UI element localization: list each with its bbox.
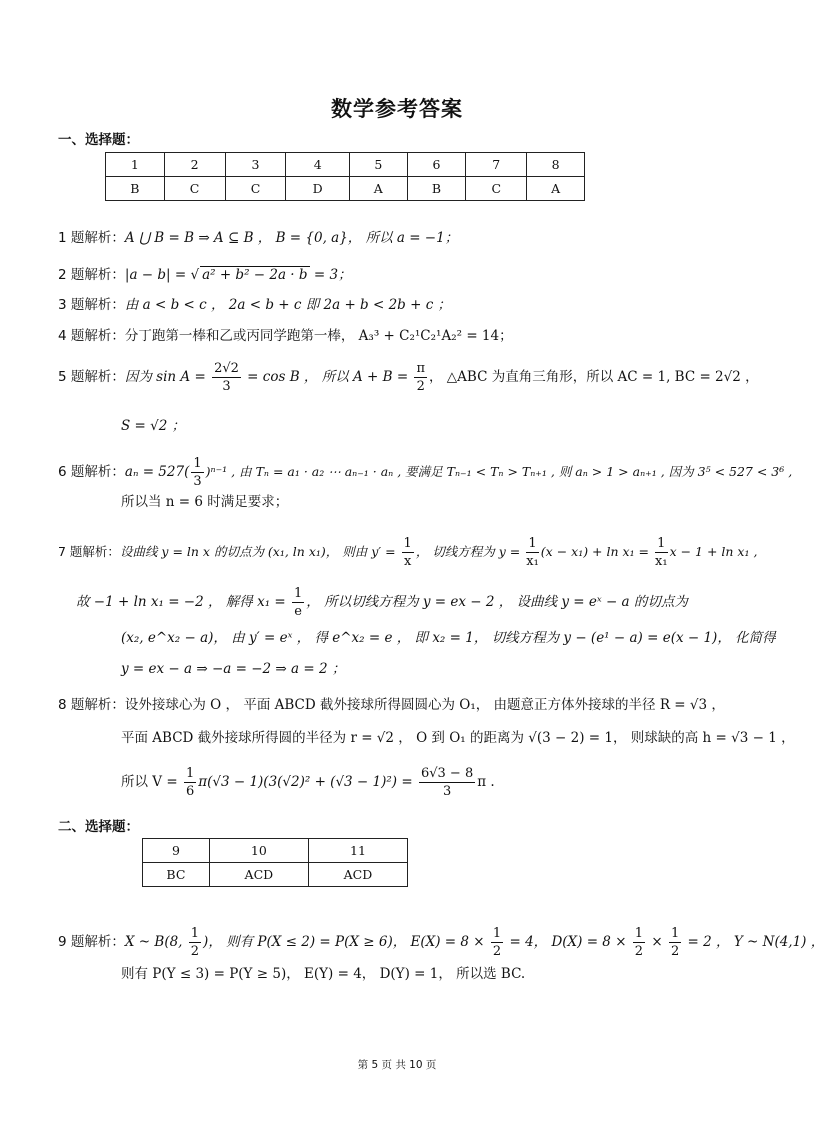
table-row-answers — [106, 177, 585, 201]
solution-7 — [58, 535, 757, 570]
table-cell: 9 — [143, 839, 210, 863]
solution-text: 所以当 n = 6 时满足要求； — [121, 494, 289, 510]
solution-text: S = √2 ； — [121, 418, 186, 434]
table-cell: 10 — [209, 839, 308, 863]
solution-7-cont1 — [76, 585, 688, 620]
table-cell: 7 — [466, 153, 527, 177]
solution-7-cont3 — [121, 659, 345, 679]
table-cell: B — [106, 177, 165, 201]
table-cell: D — [286, 177, 350, 201]
solution-text: aₙ = 527( — [124, 464, 190, 480]
solution-5-cont — [121, 416, 185, 436]
solution-2: 2 题解析：|a − b| = √ a² + b² − 2a · b = 3； — [58, 267, 352, 283]
table-cell: C — [164, 177, 225, 201]
section-heading-choice: 一、选择题： — [58, 132, 139, 148]
solution-text: 因为 sin A = — [124, 369, 211, 385]
solution-text: = 3； — [309, 267, 352, 283]
solution-text: π(√3 − 1)(3(√2)² + (√3 − 1)²) = — [198, 774, 417, 790]
table-cell: ACD — [308, 863, 407, 887]
fraction: $\frac{6√3 - 8}{3}$ — [420, 766, 474, 799]
page-title: 数学参考答案 — [331, 97, 463, 121]
solution-text: ， △ABC 为直角三角形，所以 AC = 1, BC = 2√2 ， — [429, 369, 759, 385]
solution-text: 设曲线 y = ln x 的切点为 (x₁, ln x₁)， 则由 y′ = — [119, 544, 400, 559]
solution-label: 5 题解析： — [58, 369, 125, 385]
solution-text: = cos B ， 所以 A + B = — [242, 369, 413, 385]
table-cell: 2 — [164, 153, 225, 177]
fraction: $\frac{1}{e}$ — [294, 586, 303, 619]
solution-text: A ⋃ B = B ⇒ A ⊆ B ， B = {0, a}， 所以 a = −1； — [124, 230, 459, 246]
solution-text: X ~ B(8, — [124, 934, 187, 950]
table-cell: A — [527, 177, 585, 201]
solution-label: 2 题解析： — [58, 267, 125, 283]
solution-text: x − 1 + ln x₁ , — [669, 544, 758, 559]
solution-8 — [58, 695, 725, 715]
table-row-numbers — [106, 153, 585, 177]
table-cell: B — [407, 177, 466, 201]
solution-text: × — [647, 934, 667, 950]
solution-text: = 4， D(X) = 8 × — [505, 934, 631, 950]
solution-text: ， 所以切线方程为 y = ex − 2 ， 设曲线 y = eˣ − a 的切点为 — [306, 594, 688, 610]
table-cell: 5 — [349, 153, 407, 177]
answer-table-1 — [105, 152, 585, 201]
solution-label: 4 题解析： — [58, 328, 125, 344]
solution-text: (x − x₁) + ln x₁ = — [540, 544, 654, 559]
solution-5 — [58, 360, 759, 395]
table-cell: 3 — [225, 153, 286, 177]
table-cell: 8 — [527, 153, 585, 177]
solution-text: 平面 ABCD 截外接球所得圆的半径为 r = √2 ， O 到 O₁ 的距离为 √(3 − 2) = 1， 则球缺的高 h = √3 − 1 ， — [121, 730, 795, 746]
solution-label: 6 题解析： — [58, 464, 125, 480]
solution-text: 设外接球心为 O ， 平面 ABCD 截外接球所得圆圆心为 O₁， 由题意正方体外接球的半径 R = √3 ， — [124, 697, 725, 713]
sqrt-expression: a² + b² − 2a · b — [202, 267, 308, 283]
fraction: $\frac{1}{6}$ — [185, 766, 195, 799]
fraction: $\frac{2√2}{3}$ — [214, 361, 239, 394]
solution-text: 所以 V = — [121, 774, 182, 790]
solution-4 — [58, 326, 513, 346]
table-cell: A — [349, 177, 407, 201]
solution-text: )ⁿ⁻¹ , 由 Tₙ = a₁ · a₂ ⋯ aₙ₋₁ · aₙ , 要满足 Tₙ₋₁ < Tₙ > Tₙ₊₁ , 则 aₙ > 1 > aₙ₊₁ , 因为 3⁵ < 527 < 3⁶ , — [205, 464, 793, 479]
solution-text: 则有 P(Y ≤ 3) = P(Y ≥ 5)， E(Y) = 4， D(Y) = 1， 所以选 BC. — [121, 966, 526, 982]
solution-3 — [58, 295, 451, 315]
solution-text: y = ex − a ⇒ −a = −2 ⇒ a = 2 ； — [121, 661, 346, 677]
solution-label: 9 题解析： — [58, 934, 125, 950]
solution-text: |a − b| = — [124, 267, 191, 283]
fraction: $\frac{1}{2}$ — [670, 926, 680, 959]
solution-8-cont1 — [121, 728, 795, 748]
solution-text: 由 a < b < c ， 2a < b + c 即 2a + b < 2b + c ； — [124, 297, 452, 313]
table-row-numbers — [143, 839, 408, 863]
fraction: $\frac{1}{\text{x₁}}$ — [526, 536, 539, 569]
solution-label: 7 题解析： — [58, 544, 120, 559]
table-cell: 11 — [308, 839, 407, 863]
table-cell: C — [225, 177, 286, 201]
solution-text: )， 则有 P(X ≤ 2) = P(X ≥ 6)， E(X) = 8 × — [203, 934, 489, 950]
solution-text: 故 −1 + ln x₁ = −2 ， 解得 x₁ = — [76, 594, 291, 610]
solution-text: = 2 ， Y ~ N(4,1) ， — [683, 934, 824, 950]
solution-label: 8 题解析： — [58, 697, 125, 713]
table-cell: ACD — [209, 863, 308, 887]
section-heading-multiple-choice: 二、选择题： — [58, 819, 139, 835]
solution-text: 分丁跑第一棒和乙或丙同学跑第一棒， A₃³ + C₂¹C₂¹A₂² = 14； — [124, 328, 513, 344]
table-cell: 6 — [407, 153, 466, 177]
solution-label: 3 题解析： — [58, 297, 125, 313]
solution-6 — [58, 455, 792, 490]
fraction: $\frac{1}{2}$ — [190, 926, 200, 959]
table-cell: C — [466, 177, 527, 201]
fraction: $\frac{1}{3}$ — [193, 456, 202, 489]
solution-6-cont — [121, 492, 288, 512]
solution-text: π . — [477, 774, 495, 790]
fraction: $\frac{1}{2}$ — [492, 926, 502, 959]
page-footer: 第 5 页 共 10 页 — [357, 1059, 437, 1071]
solution-9 — [58, 925, 824, 960]
fraction: $\frac{1}{x}$ — [403, 536, 412, 569]
table-row-answers — [143, 863, 408, 887]
table-cell: 4 — [286, 153, 350, 177]
table-cell: 1 — [106, 153, 165, 177]
solution-9-cont — [121, 964, 525, 984]
solution-text: (x₂, e^x₂ − a)， 由 y′ = eˣ ， 得 e^x₂ = e ， 即 x₂ = 1， 切线方程为 y − (e¹ − a) = e(x − 1)， 化简得 — [121, 630, 776, 646]
fraction: $\frac{1}{2}$ — [634, 926, 644, 959]
solution-1 — [58, 228, 458, 248]
solution-8-cont2 — [121, 765, 495, 800]
solution-label: 1 题解析： — [58, 230, 125, 246]
fraction: $\frac{\pi}{2}$ — [416, 361, 425, 394]
solution-7-cont2 — [121, 628, 776, 648]
answer-table-2 — [142, 838, 408, 887]
table-cell: BC — [143, 863, 210, 887]
solution-text: ， 切线方程为 y = — [415, 544, 525, 559]
fraction: $\frac{1}{\text{x₁}}$ — [655, 536, 668, 569]
